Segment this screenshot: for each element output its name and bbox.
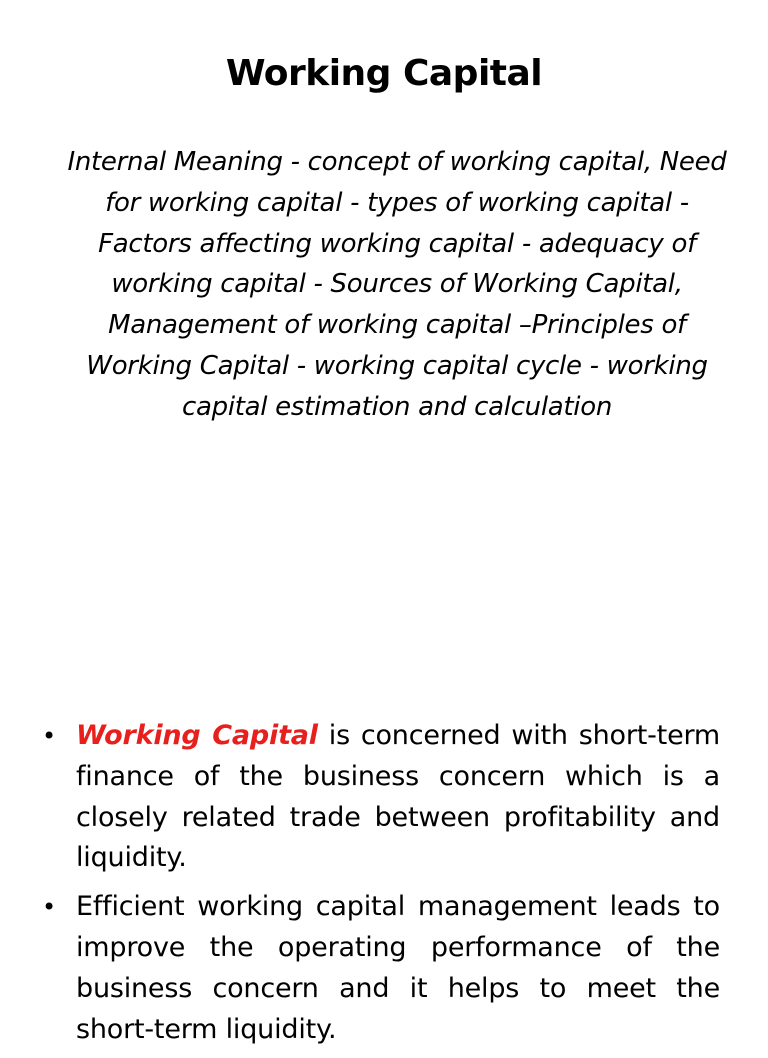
bullet-text: Efficient working capital management leads to improve the operating performance of the business concern and it helps to meet the short-term liquidity. bbox=[76, 891, 720, 1045]
slide-title: Working Capital bbox=[225, 53, 543, 94]
slide-subtitle: Internal Meaning - concept of working capital, Need for working capital - types of working capital - Factors affecting working capital - adequacy of working capital - Sources of Working Capital, Management of working capital –Principles of Working Capital - working capital cycle - working capital estimation and calculation bbox=[67, 147, 727, 422]
bullet-dot-icon: • bbox=[42, 722, 56, 750]
bullet-list bbox=[40, 716, 720, 1058]
bullet-item-working-capital bbox=[40, 716, 720, 879]
highlight-term: Working Capital bbox=[76, 720, 318, 751]
bullet-text: is concerned with short-term finance of the business concern which is a closely related trade between profitability and liquidity. bbox=[76, 720, 721, 874]
bullet-dot-icon: • bbox=[42, 893, 56, 922]
bullet-item-efficient-management bbox=[40, 887, 720, 1050]
